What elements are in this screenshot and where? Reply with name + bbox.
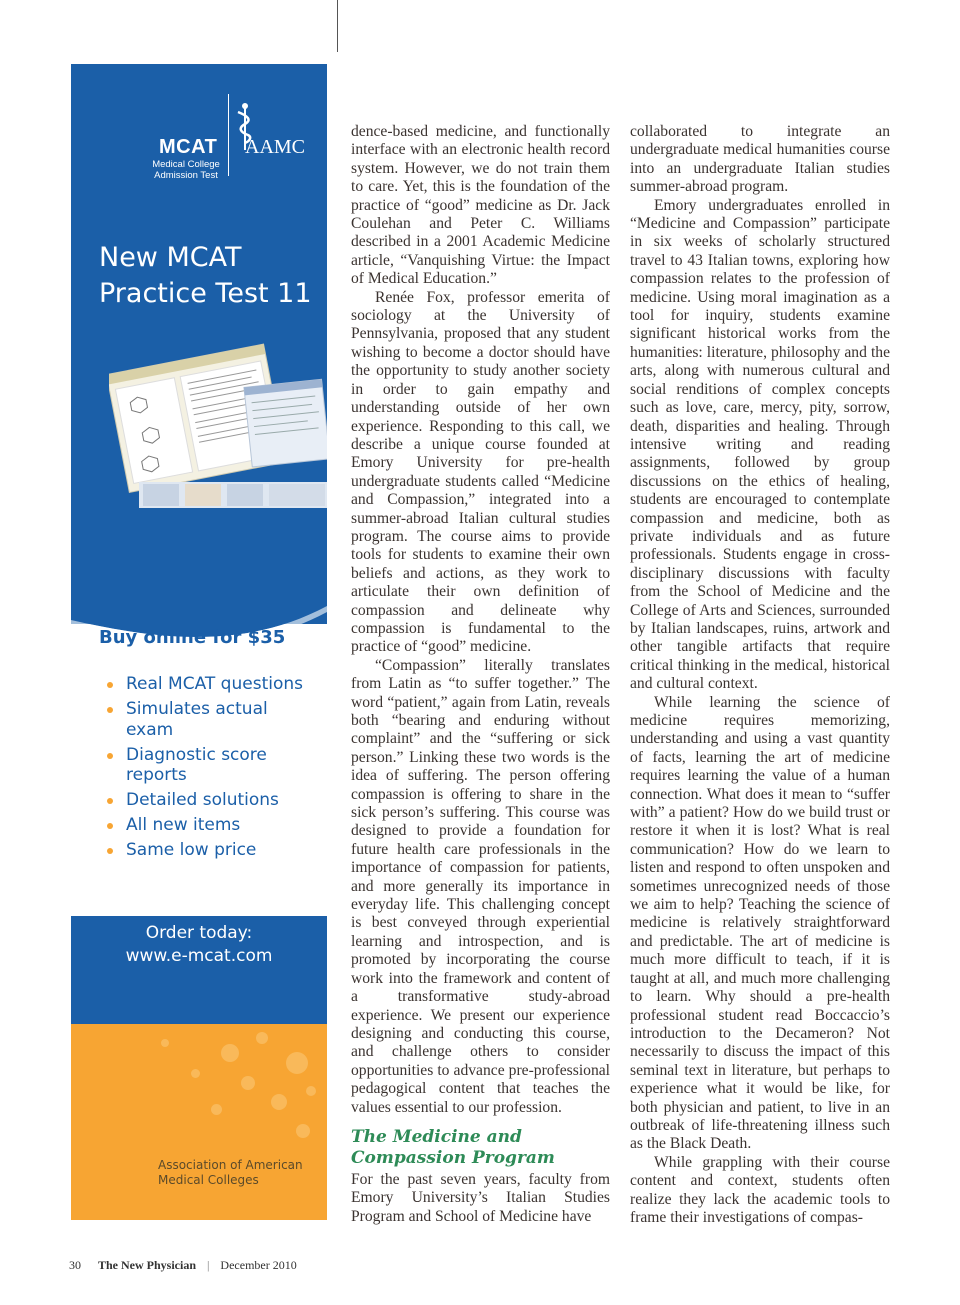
section-heading: The Medicine and Compassion Program — [351, 1126, 555, 1168]
list-item: Simulates actual exam — [107, 699, 317, 740]
footer-separator: | — [207, 1258, 210, 1272]
article-column-1 — [351, 123, 610, 1226]
aamc-logo: AAMC — [245, 136, 306, 158]
bullet-icon — [107, 753, 113, 759]
mcat-logo: MCAT — [159, 136, 218, 158]
practice-test-screenshot — [109, 324, 327, 514]
page-footer — [69, 1258, 297, 1273]
article-paragraph: While learning the science of medicine requires memorizing, understanding and using a vast quantity of facts, learning the art of medicine requires learning the value of a human connection. What does it mean to “suffer with” a patient? How do we build trust or restore it when it is lost? What is real communication? How do we learn to listen and respond to often unspoken and sometimes unrecognized needs of those we aim to help? Teaching the science of medicine is relatively straightforward and predictable. The art of medicine is much more difficult to teach, if it is taught at all, and much more challenging to learn. Why should a pre-health professional student read Boccaccio’s introduction to the Decameron? Not necessarily to discuss the impact of this seminal text in literature, but perhaps to experience what it would be like, for both physician and patient, to live in an outbreak of life-threatening illness such as the Black Death. — [630, 693, 890, 1153]
list-item: Same low price — [107, 840, 317, 861]
issue-date: December 2010 — [220, 1258, 297, 1272]
mcat-advertisement — [71, 64, 327, 1220]
bullet-icon — [107, 823, 113, 829]
list-item: Detailed solutions — [107, 790, 317, 811]
magazine-name: The New Physician — [98, 1258, 197, 1272]
article-paragraph: “Compassion” literally translates from Latin as “to suffer together.” The word “patient,” again from Latin, reveals both “bearing and enduring without complaint” and the “suffering or sick person.” Linking these two words is the idea of suffering. The person offering compassion is offering to share in the sick person’s suffering. This course was designed to provide a foundation for future health care professionals in the importance of compassion for patients, and more generally its importance in everyday life. This challenging concept is best conveyed through experiential learning and introspection, and is promoted by incorporating the course work into the framework and content of a transformative study-abroad experience. We present our experience designing and conducting this course, and challenge others to consider opportunities to advance pre-professional pedagogical content that teaches the values essential to our profession. — [351, 656, 610, 1116]
page-number: 30 — [69, 1258, 81, 1272]
list-item: Diagnostic score reports — [107, 745, 317, 786]
order-label: Order today: — [145, 923, 253, 943]
ad-title: New MCAT Practice Test 11 — [99, 242, 312, 309]
bullet-icon — [107, 682, 113, 688]
order-today — [71, 922, 327, 968]
logo-divider — [228, 94, 229, 176]
article-paragraph: dence-based medicine, and functionally interface with an electronic health record system. However, we do not train them to care. Yet, this is the foundation of the practice of “good” medicine as Dr. Jack Coulehan and Peter C. Williams described in a 2001 Academic Medicine article, “Vanquishing Virtue: the Impact of Medical Education.” — [351, 123, 610, 288]
article-paragraph: Emory undergraduates enrolled in “Medicine and Compassion” participate in six weeks of scholarly structured travel to 43 Italian towns, exploring how compassion relates to the profession of medicine. Using moral imagination as a tool for inquiry, students examine significant historical works from the humanities: literature, philosophy and the arts, along with numerous cultural and social renditions of complex concepts such as love, care, mercy, pity, sorrow, death, disparities and healing. Through intensive writing and reading assignments, followed by group discussions on the ethics of healing, students are encouraged to contemplate compassion and medicine, both as private individuals and as future professionals. Students engage in cross-disciplinary discussions with faculty from the School of Medicine and the College of Arts and Sciences, surrounded by Italian landscapes, ruins, artwork and other tangible artifacts that require critical thinking in the medical, historical and cultural context. — [630, 196, 890, 693]
list-item: All new items — [107, 815, 317, 836]
bullet-icon — [107, 798, 113, 804]
bullet-icon — [107, 848, 113, 854]
list-item: Real MCAT questions — [107, 674, 317, 695]
top-divider — [337, 0, 338, 52]
mcat-logo-subtitle: Medical College Admission Test — [152, 159, 220, 181]
buy-online-price: Buy online for $35 — [99, 627, 286, 648]
article-paragraph: collaborated to integrate an undergraduate medical humanities course into an undergraduate Italian studies summer-abroad program. — [630, 123, 890, 196]
association-name: Association of American Medical Colleges — [158, 1158, 303, 1187]
article-paragraph: While grappling with their course content and context, students often realize they lack the academic tools to frame their investigations of compas- — [630, 1153, 890, 1226]
article-column-2 — [630, 123, 890, 1227]
ad-orange-panel — [71, 1024, 327, 1220]
order-url-link[interactable]: www.e-mcat.com — [125, 946, 273, 966]
article-paragraph: For the past seven years, faculty from Emory University’s Italian Studies Program and School of Medicine have — [351, 1170, 610, 1225]
article-paragraph: Renée Fox, professor emerita of sociology at the University of Pennsylvania, proposed that any student wishing to become a doctor should have the opportunity to study another society in order to gain empathy and understanding outside of her own experience. Responding to this call, we describe a unique course founded at Emory University for pre-health undergraduate students called “Medicine and Compassion,” integrated into a summer-abroad Italian cultural studies program. The course aims to provide tools for students to examine their own beliefs and actions, as they work to articulate their own definition of compassion and delineate why compassion is fundamental to the practice of “good” medicine. — [351, 288, 610, 656]
ad-feature-list — [107, 674, 317, 865]
bullet-icon — [107, 707, 113, 713]
